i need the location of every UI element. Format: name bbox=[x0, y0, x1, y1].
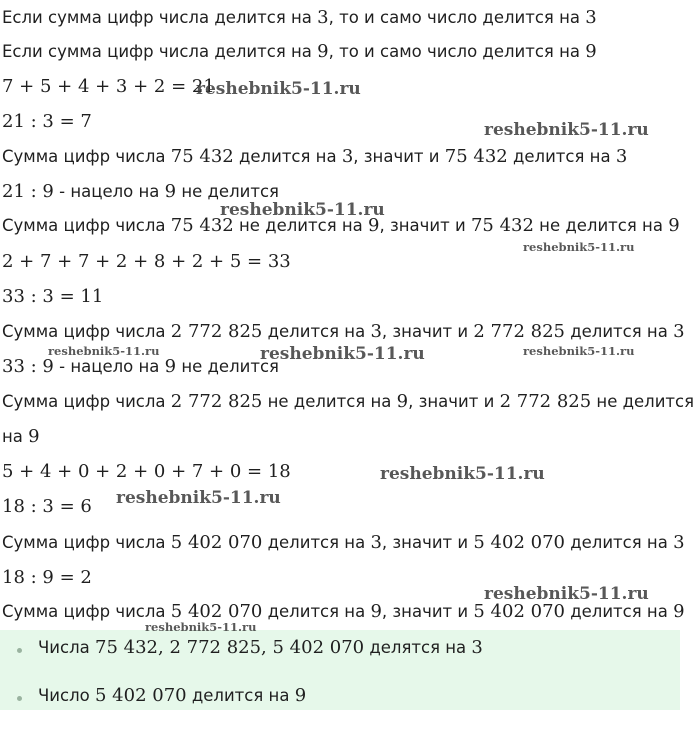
solution-line bbox=[2, 426, 40, 448]
math-expression: 5 402 070 bbox=[473, 601, 565, 622]
math-expression: 9 bbox=[164, 356, 177, 377]
solution-line bbox=[2, 391, 694, 413]
math-expression: 9 bbox=[164, 181, 177, 202]
math-expression: 75 432, 2 772 825, 5 402 070 bbox=[95, 637, 365, 658]
watermark: reshebnik5-11.ru bbox=[145, 620, 257, 634]
math-expression: 9 bbox=[294, 685, 307, 706]
text-fragment: , значит и bbox=[381, 602, 474, 621]
solution-line bbox=[2, 461, 291, 483]
math-expression: 3 bbox=[615, 146, 628, 167]
math-expression: 75 432 bbox=[444, 146, 508, 167]
text-fragment: - нацело на bbox=[53, 182, 165, 201]
math-expression: 3 bbox=[317, 7, 329, 28]
text-fragment: , значит и bbox=[381, 322, 474, 341]
math-expression: 5 402 070 bbox=[95, 685, 187, 706]
math-expression: 2 + 7 + 7 + 2 + 8 + 2 + 5 = 33 bbox=[2, 251, 291, 272]
math-expression: 3 bbox=[341, 146, 354, 167]
watermark: reshebnik5-11.ru bbox=[523, 344, 635, 358]
text-fragment: делится на bbox=[262, 602, 371, 621]
math-expression: 3 bbox=[673, 532, 685, 553]
text-fragment: не делится bbox=[176, 357, 279, 376]
text-fragment: делится на bbox=[564, 533, 674, 552]
answer-item bbox=[38, 637, 483, 659]
answer-item bbox=[38, 685, 306, 707]
math-expression: 2 772 825 bbox=[473, 321, 565, 342]
math-expression: 9 bbox=[370, 601, 382, 622]
solution-line bbox=[2, 111, 92, 133]
watermark: reshebnik5-11.ru bbox=[380, 464, 545, 484]
solution-line bbox=[2, 76, 215, 98]
solution-line bbox=[2, 532, 685, 554]
text-fragment: не делится на bbox=[233, 216, 369, 235]
text-fragment: делится на bbox=[507, 147, 616, 166]
math-expression: 9 bbox=[673, 601, 685, 622]
watermark: reshebnik5-11.ru bbox=[196, 79, 361, 99]
text-fragment: Сумма цифр числа bbox=[2, 216, 171, 235]
math-expression: 75 432 bbox=[170, 146, 234, 167]
solution-line bbox=[2, 321, 685, 343]
text-fragment: Числа bbox=[38, 638, 96, 657]
solution-line bbox=[2, 181, 279, 203]
math-expression: 2 772 825 bbox=[499, 391, 592, 412]
text-fragment: , значит и bbox=[379, 216, 471, 235]
watermark: reshebnik5-11.ru bbox=[260, 344, 425, 364]
text-fragment: Сумма цифр числа bbox=[2, 392, 171, 411]
math-expression: 7 + 5 + 4 + 3 + 2 = 21 bbox=[2, 76, 215, 97]
math-expression: 5 402 070 bbox=[473, 532, 565, 553]
math-expression: 9 bbox=[317, 41, 329, 62]
text-fragment: делится на bbox=[186, 686, 295, 705]
math-expression: 33 : 9 bbox=[2, 356, 54, 377]
watermark: reshebnik5-11.ru bbox=[523, 240, 635, 254]
math-expression: 5 402 070 bbox=[170, 532, 263, 553]
answer-box bbox=[0, 630, 680, 710]
text-fragment: Если сумма цифр числа делится на bbox=[2, 8, 318, 27]
text-fragment: Если сумма цифр числа делится на bbox=[2, 42, 318, 61]
math-expression: 75 432 bbox=[470, 215, 534, 236]
solution-line bbox=[2, 286, 103, 308]
text-fragment: не делится на bbox=[533, 216, 669, 235]
solution-line bbox=[2, 601, 685, 623]
text-fragment: Число bbox=[38, 686, 95, 705]
math-expression: 3 bbox=[673, 321, 685, 342]
text-fragment: Сумма цифр числа bbox=[2, 533, 171, 552]
text-fragment: Сумма цифр числа bbox=[2, 147, 171, 166]
math-expression: 18 : 9 = 2 bbox=[2, 567, 92, 588]
text-fragment: делится на bbox=[564, 602, 674, 621]
text-fragment: на bbox=[2, 427, 29, 446]
watermark: reshebnik5-11.ru bbox=[48, 344, 160, 358]
text-fragment: делится на bbox=[233, 147, 342, 166]
solution-line bbox=[2, 146, 627, 168]
text-fragment: , значит и bbox=[408, 392, 500, 411]
math-expression: 9 bbox=[668, 215, 680, 236]
math-expression: 33 : 3 = 11 bbox=[2, 286, 104, 307]
math-expression: 9 bbox=[368, 215, 380, 236]
solution-line bbox=[2, 496, 92, 518]
math-expression: 18 : 3 = 6 bbox=[2, 496, 92, 517]
math-expression: 75 432 bbox=[170, 215, 234, 236]
math-expression: 2 772 825 bbox=[170, 391, 263, 412]
watermark: reshebnik5-11.ru bbox=[484, 584, 649, 604]
text-fragment: делится на bbox=[262, 322, 371, 341]
math-expression: 3 bbox=[370, 321, 382, 342]
watermark: reshebnik5-11.ru bbox=[220, 200, 385, 220]
math-expression: 21 : 9 bbox=[2, 181, 54, 202]
text-fragment: , значит и bbox=[353, 147, 445, 166]
text-fragment: - нацело на bbox=[53, 357, 165, 376]
solution-line bbox=[2, 41, 597, 63]
solution-line bbox=[2, 356, 279, 378]
text-fragment: Сумма цифр числа bbox=[2, 602, 171, 621]
text-fragment: , значит и bbox=[381, 533, 474, 552]
text-fragment: , то и само число делится на bbox=[328, 8, 586, 27]
math-expression: 9 bbox=[396, 391, 409, 412]
text-fragment: делится на bbox=[262, 533, 371, 552]
math-expression: 9 bbox=[28, 426, 40, 447]
solution-line bbox=[2, 567, 92, 589]
math-expression: 5 402 070 bbox=[170, 601, 263, 622]
text-fragment: Сумма цифр числа bbox=[2, 322, 171, 341]
watermark: reshebnik5-11.ru bbox=[116, 488, 281, 508]
bullet-icon bbox=[17, 696, 22, 701]
bullet-icon bbox=[17, 648, 22, 653]
text-fragment: делится на bbox=[564, 322, 674, 341]
math-expression: 5 + 4 + 0 + 2 + 0 + 7 + 0 = 18 bbox=[2, 461, 291, 482]
math-expression: 21 : 3 = 7 bbox=[2, 111, 92, 132]
math-expression: 9 bbox=[585, 41, 597, 62]
text-fragment: не делится bbox=[591, 392, 694, 411]
text-fragment: не делится bbox=[176, 182, 279, 201]
math-expression: 3 bbox=[585, 7, 597, 28]
solution-line bbox=[2, 7, 597, 29]
solution-line bbox=[2, 215, 680, 237]
text-fragment: не делится на bbox=[262, 392, 397, 411]
watermark: reshebnik5-11.ru bbox=[484, 120, 649, 140]
math-expression: 3 bbox=[471, 637, 483, 658]
text-fragment: делятся на bbox=[364, 638, 472, 657]
solution-line bbox=[2, 251, 291, 273]
math-expression: 2 772 825 bbox=[170, 321, 263, 342]
math-expression: 3 bbox=[370, 532, 382, 553]
text-fragment: , то и само число делится на bbox=[328, 42, 586, 61]
